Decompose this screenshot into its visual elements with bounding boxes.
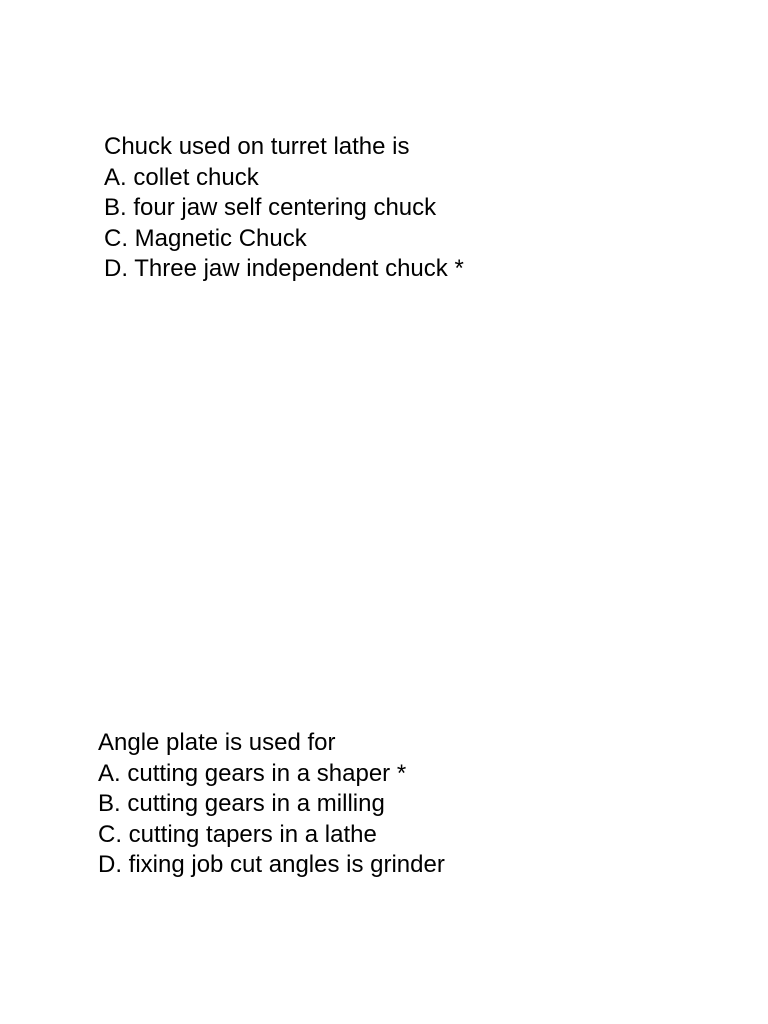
- answer-option-c: C. Magnetic Chuck: [104, 224, 307, 252]
- answer-option-b: B. cutting gears in a milling: [98, 790, 385, 817]
- answer-option-a: A. collet chuck: [104, 163, 259, 191]
- answer-option-d: D. fixing job cut angles is grinder: [98, 851, 445, 878]
- answer-option-a: A. cutting gears in a shaper *: [98, 759, 407, 787]
- answer-option-d: D. Three jaw independent chuck *: [104, 255, 464, 282]
- question-2: [98, 728, 445, 881]
- question-prompt: Angle plate is used for: [98, 729, 336, 756]
- question-1: [104, 132, 464, 285]
- answer-option-b: B. four jaw self centering chuck: [104, 194, 437, 221]
- question-prompt: Chuck used on turret lathe is: [104, 133, 410, 160]
- answer-option-c: C. cutting tapers in a lathe: [98, 820, 377, 848]
